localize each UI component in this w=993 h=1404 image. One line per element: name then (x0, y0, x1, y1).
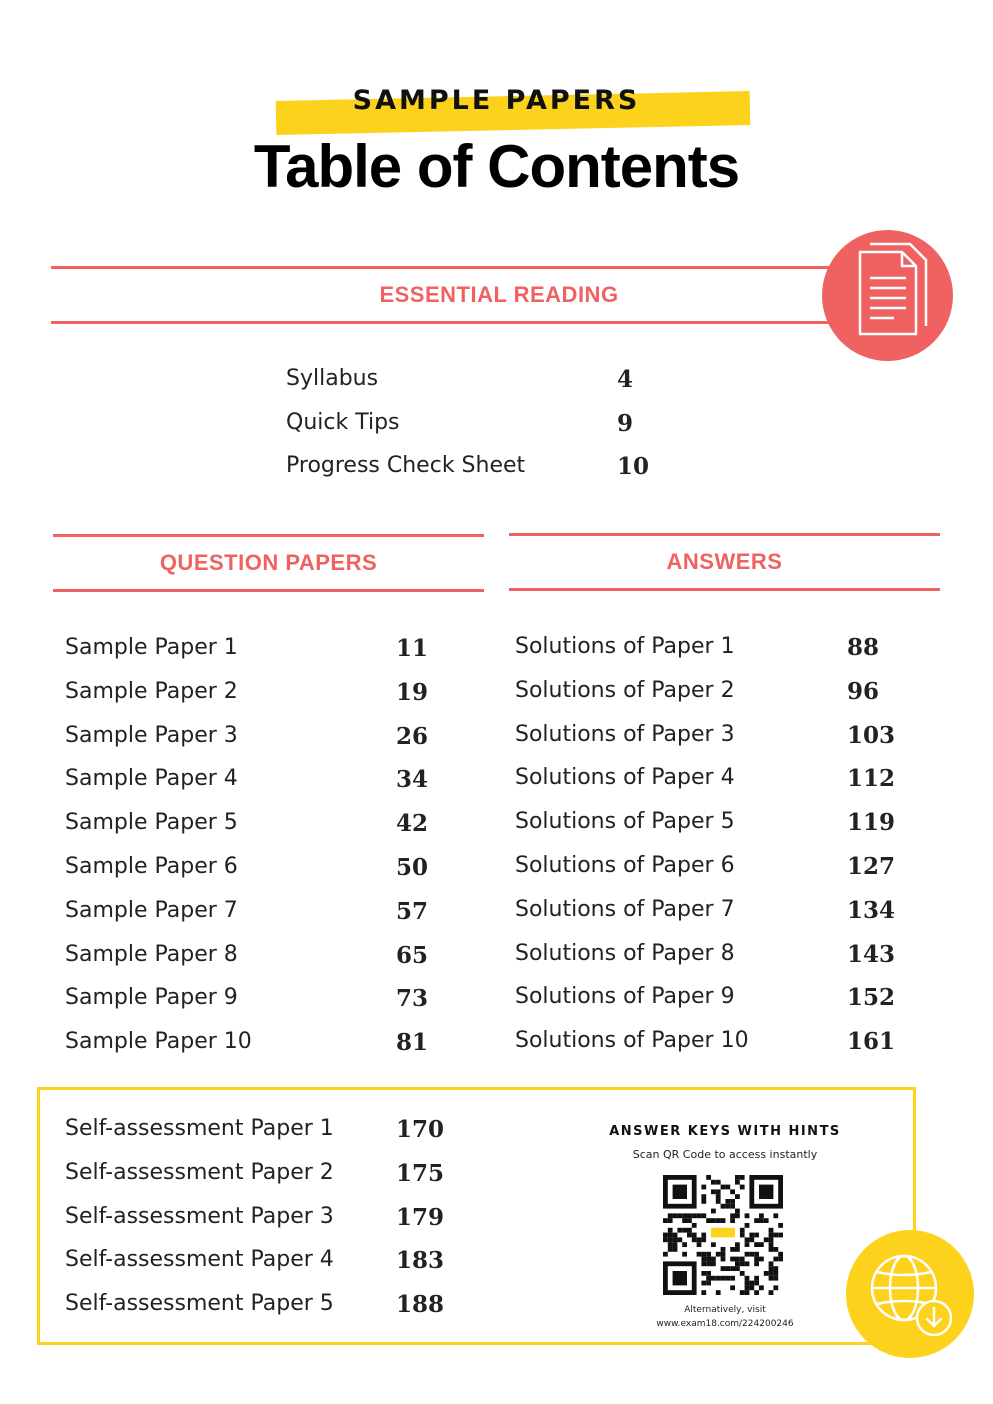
qr-module (701, 1213, 706, 1218)
question-paper-item-label: Sample Paper 1 (65, 635, 238, 660)
qr-module (682, 1218, 687, 1223)
qr-module (711, 1209, 716, 1214)
qr-module (701, 1185, 706, 1190)
essential-item-row[interactable] (286, 366, 677, 400)
answer-item-label: Solutions of Paper 3 (515, 721, 735, 747)
qr-module (721, 1247, 726, 1252)
qr-module (716, 1199, 721, 1204)
qr-module (730, 1247, 735, 1252)
answer-item-label: Solutions of Paper 1 (515, 634, 735, 659)
question-paper-item-label: Sample Paper 2 (65, 678, 238, 704)
qr-logo (711, 1228, 735, 1238)
qr-module (749, 1233, 754, 1238)
answers-bottom-rule (509, 588, 940, 591)
qr-module (697, 1242, 702, 1247)
qr-module (773, 1285, 778, 1290)
qr-module (730, 1189, 735, 1194)
question-paper-item-row[interactable] (65, 1029, 456, 1063)
qr-module (764, 1237, 769, 1242)
answer-item-label: Solutions of Paper 2 (515, 677, 735, 703)
answer-item-label: Solutions of Paper 7 (515, 896, 735, 922)
self-assessment-item-page-number: 183 (396, 1247, 445, 1275)
question-paper-item-row[interactable] (65, 985, 456, 1019)
qr-module (682, 1213, 687, 1218)
question-paper-item-row[interactable] (65, 942, 456, 976)
qr-module (740, 1185, 745, 1190)
answer-item-label: Solutions of Paper 10 (515, 1028, 749, 1054)
question-paper-item-row[interactable] (65, 766, 456, 800)
qr-module (754, 1242, 759, 1247)
qr-module (754, 1290, 759, 1295)
qr-module (745, 1242, 750, 1247)
qr-module (701, 1271, 706, 1276)
qr-module (716, 1194, 721, 1199)
qr-module (701, 1261, 706, 1266)
qr-module (745, 1223, 750, 1228)
essential-item-label: Progress Check Sheet (286, 453, 526, 478)
qr-module (716, 1189, 721, 1194)
essential-item-page-number: 10 (617, 453, 650, 480)
qr-module (769, 1290, 774, 1295)
self-assessment-item-label: Self-assessment Paper 3 (65, 1203, 334, 1229)
qr-module (745, 1252, 750, 1257)
page-title: Table of Contents (253, 133, 740, 200)
qr-module (701, 1233, 706, 1238)
qr-module (749, 1252, 754, 1257)
qr-module (721, 1266, 726, 1271)
question-paper-item-row[interactable] (65, 679, 456, 713)
qr-module (673, 1233, 678, 1238)
qr-module (769, 1228, 774, 1233)
qr-module (706, 1281, 711, 1286)
question-paper-item-label: Sample Paper 8 (65, 941, 238, 967)
qr-module (769, 1233, 774, 1238)
qr-module (711, 1242, 716, 1247)
essential-reading-heading: ESSENTIAL READING (379, 282, 619, 307)
qr-module (668, 1213, 673, 1218)
qr-module (754, 1276, 759, 1281)
qr-module (663, 1218, 668, 1223)
qr-module (682, 1228, 687, 1233)
qr-module (721, 1276, 726, 1281)
qr-module (759, 1242, 764, 1247)
qr-module (673, 1213, 678, 1218)
qr-module (745, 1290, 750, 1295)
qr-module (697, 1237, 702, 1242)
qr-code[interactable] (663, 1175, 783, 1295)
qr-title: ANSWER KEYS WITH HINTS (609, 1124, 841, 1139)
qr-module (778, 1257, 783, 1262)
qr-module (668, 1242, 673, 1247)
qr-module (769, 1276, 774, 1281)
document-icon (822, 230, 953, 361)
qr-module (668, 1218, 673, 1223)
qr-module (740, 1233, 745, 1238)
self-assessment-item-row[interactable] (65, 1204, 456, 1238)
answer-item-label: Solutions of Paper 8 (515, 940, 735, 966)
qr-module (745, 1285, 750, 1290)
question-papers-heading: QUESTION PAPERS (159, 550, 378, 575)
answer-item-page-number: 134 (847, 896, 896, 924)
qr-module (706, 1252, 711, 1257)
self-assessment-item-page-number: 170 (396, 1116, 445, 1143)
self-assessment-item-page-number: 188 (396, 1291, 445, 1319)
qr-module (740, 1290, 745, 1295)
qr-module (735, 1242, 740, 1247)
qr-module (735, 1180, 740, 1185)
qr-module (677, 1228, 682, 1233)
qr-module (725, 1276, 730, 1281)
answer-item-label: Solutions of Paper 4 (515, 765, 735, 791)
qr-module (769, 1271, 774, 1276)
qr-module (769, 1261, 774, 1266)
qr-module (701, 1281, 706, 1286)
qr-module (735, 1175, 740, 1180)
answer-item-row[interactable] (515, 984, 907, 1018)
answer-item-row[interactable] (515, 809, 907, 843)
qr-module (773, 1271, 778, 1276)
qr-module (711, 1180, 716, 1185)
qr-module (725, 1199, 730, 1204)
qr-module (735, 1257, 740, 1262)
qr-module (745, 1281, 750, 1286)
question-paper-item-page-number: 34 (396, 766, 429, 794)
answer-item-label: Solutions of Paper 9 (515, 984, 735, 1010)
qr-module (701, 1257, 706, 1262)
qr-module (725, 1185, 730, 1190)
question-paper-item-page-number: 19 (396, 678, 429, 706)
qr-module (749, 1281, 754, 1286)
qr-module (673, 1185, 687, 1199)
answer-item-page-number: 112 (847, 765, 896, 793)
answer-item-page-number: 103 (847, 721, 896, 749)
qr-module (773, 1257, 778, 1262)
qr-module (773, 1266, 778, 1271)
qr-subtitle: Scan QR Code to access instantly (632, 1148, 818, 1161)
qr-module (677, 1213, 682, 1218)
question-paper-item-label: Sample Paper 6 (65, 854, 238, 879)
qr-module (745, 1276, 750, 1281)
answers-heading: ANSWERS (666, 549, 783, 574)
qr-module (701, 1290, 706, 1295)
qr-module (701, 1199, 706, 1204)
self-assessment-item-page-number: 179 (396, 1203, 445, 1231)
question-paper-item-page-number: 73 (396, 985, 429, 1013)
page-kicker: SAMPLE PAPERS (352, 85, 641, 116)
qr-module (745, 1261, 750, 1266)
self-assessment-item-label: Self-assessment Paper 5 (65, 1291, 334, 1317)
qr-module (716, 1290, 721, 1295)
question-paper-item-page-number: 50 (396, 854, 429, 881)
qr-module (673, 1242, 678, 1247)
question-top-rule (53, 534, 484, 537)
qr-module (735, 1194, 740, 1199)
self-assessment-item-label: Self-assessment Paper 1 (65, 1116, 334, 1141)
question-paper-item-page-number: 26 (396, 722, 429, 750)
qr-module (759, 1257, 764, 1262)
qr-module (735, 1209, 740, 1214)
qr-module (730, 1276, 735, 1281)
answer-item-row[interactable] (515, 941, 907, 975)
answer-item-label: Solutions of Paper 6 (515, 853, 735, 878)
qr-module (687, 1228, 692, 1233)
qr-module (759, 1185, 773, 1199)
qr-module (692, 1237, 697, 1242)
answer-item-row[interactable] (515, 853, 907, 887)
self-assessment-item-label: Self-assessment Paper 4 (65, 1247, 334, 1273)
essential-item-page-number: 9 (617, 409, 634, 437)
question-paper-item-row[interactable] (65, 854, 456, 888)
qr-module (730, 1218, 735, 1223)
qr-alt-line1: Alternatively, visit (684, 1305, 766, 1315)
qr-module (730, 1199, 735, 1204)
qr-module (745, 1213, 750, 1218)
qr-module (687, 1218, 692, 1223)
essential-item-page-number: 4 (617, 366, 634, 393)
qr-module (749, 1237, 754, 1242)
question-paper-item-label: Sample Paper 5 (65, 810, 238, 836)
answer-item-page-number: 127 (847, 853, 896, 880)
question-paper-item-label: Sample Paper 10 (65, 1029, 252, 1055)
qr-module (749, 1285, 754, 1290)
qr-module (692, 1233, 697, 1238)
qr-module (687, 1213, 692, 1218)
answer-item-row[interactable] (515, 1028, 907, 1062)
answer-item-page-number: 119 (847, 809, 896, 837)
qr-module (663, 1237, 668, 1242)
qr-module (663, 1233, 668, 1238)
qr-module (668, 1247, 673, 1252)
question-paper-item-row[interactable] (65, 810, 456, 844)
question-paper-item-row[interactable] (65, 898, 456, 932)
qr-module (769, 1242, 774, 1247)
qr-module (682, 1242, 687, 1247)
qr-module (740, 1261, 745, 1266)
qr-module (663, 1252, 668, 1257)
question-paper-item-page-number: 11 (396, 635, 429, 662)
question-paper-item-row[interactable] (65, 723, 456, 757)
qr-module (692, 1223, 697, 1228)
qr-alt-url[interactable]: www.exam18.com/224200246 (656, 1319, 794, 1329)
qr-module (759, 1213, 764, 1218)
qr-module (754, 1257, 759, 1262)
qr-module (764, 1271, 769, 1276)
qr-module (764, 1218, 769, 1223)
qr-module (673, 1247, 678, 1252)
qr-module (759, 1285, 764, 1290)
self-assessment-item-row[interactable] (65, 1247, 456, 1281)
qr-module (701, 1194, 706, 1199)
qr-module (668, 1228, 673, 1233)
answer-item-row[interactable] (515, 678, 907, 712)
qr-module (740, 1271, 745, 1276)
qr-module (721, 1257, 726, 1262)
answer-item-row[interactable] (515, 897, 907, 931)
qr-module (769, 1247, 774, 1252)
qr-module (745, 1237, 750, 1242)
answer-item-page-number: 152 (847, 984, 896, 1012)
essential-item-row[interactable] (286, 410, 677, 444)
qr-module (778, 1252, 783, 1257)
qr-module (692, 1213, 697, 1218)
qr-module (730, 1285, 735, 1290)
qr-module (721, 1204, 726, 1209)
qr-module (735, 1213, 740, 1218)
qr-module (725, 1266, 730, 1271)
qr-module (730, 1213, 735, 1218)
self-assessment-item-row[interactable] (65, 1160, 456, 1194)
qr-alternative-text (580, 1303, 870, 1331)
qr-module (740, 1175, 745, 1180)
qr-module (754, 1218, 759, 1223)
qr-module (735, 1266, 740, 1271)
question-paper-item-page-number: 65 (396, 941, 429, 969)
qr-module (668, 1233, 673, 1238)
qr-module (711, 1218, 716, 1223)
self-assessment-item-label: Self-assessment Paper 2 (65, 1159, 334, 1185)
qr-module (769, 1266, 774, 1271)
qr-module (773, 1213, 778, 1218)
self-assessment-item-row[interactable] (65, 1116, 456, 1150)
globe-download-icon (846, 1230, 974, 1358)
qr-module (730, 1257, 735, 1262)
question-paper-item-page-number: 81 (396, 1029, 429, 1057)
answer-item-page-number: 161 (847, 1028, 896, 1056)
qr-module (773, 1276, 778, 1281)
qr-module (677, 1237, 682, 1242)
qr-module (706, 1261, 711, 1266)
qr-module (773, 1247, 778, 1252)
essential-item-label: Quick Tips (286, 409, 400, 435)
essential-item-row[interactable] (286, 453, 677, 487)
question-paper-item-label: Sample Paper 9 (65, 985, 238, 1011)
qr-module (721, 1185, 726, 1190)
question-paper-item-page-number: 57 (396, 897, 429, 925)
qr-module (673, 1271, 687, 1285)
qr-module (716, 1180, 721, 1185)
essential-item-label: Syllabus (286, 366, 379, 391)
answer-item-page-number: 88 (847, 634, 880, 661)
self-assessment-item-row[interactable] (65, 1291, 456, 1325)
qr-module (711, 1276, 716, 1281)
answer-item-row[interactable] (515, 765, 907, 799)
qr-module (754, 1233, 759, 1238)
qr-module (697, 1252, 702, 1257)
qr-module (725, 1204, 730, 1209)
qr-module (682, 1252, 687, 1257)
qr-module (687, 1233, 692, 1238)
answer-item-label: Solutions of Paper 5 (515, 809, 735, 835)
qr-module (730, 1266, 735, 1271)
question-paper-item-label: Sample Paper 4 (65, 766, 238, 792)
qr-module (716, 1252, 721, 1257)
qr-module (754, 1281, 759, 1286)
question-paper-item-row[interactable] (65, 635, 456, 669)
qr-module (706, 1218, 711, 1223)
qr-module (701, 1252, 706, 1257)
qr-module (706, 1271, 711, 1276)
qr-module (711, 1261, 716, 1266)
self-assessment-item-page-number: 175 (396, 1159, 445, 1187)
qr-module (778, 1233, 783, 1238)
answers-top-rule (509, 533, 940, 536)
qr-module (716, 1218, 721, 1223)
question-paper-item-page-number: 42 (396, 810, 429, 838)
answer-item-page-number: 96 (847, 677, 880, 705)
qr-module (754, 1252, 759, 1257)
qr-module (673, 1237, 678, 1242)
essential-top-rule (51, 266, 841, 269)
qr-module (778, 1223, 783, 1228)
qr-module (754, 1261, 759, 1266)
qr-module (668, 1237, 673, 1242)
qr-module (759, 1218, 764, 1223)
qr-module (730, 1204, 735, 1209)
qr-module (697, 1213, 702, 1218)
qr-module (711, 1189, 716, 1194)
qr-module (701, 1237, 706, 1242)
answer-item-row[interactable] (515, 634, 907, 668)
qr-module (721, 1252, 726, 1257)
qr-module (740, 1257, 745, 1262)
qr-module (735, 1247, 740, 1252)
essential-bottom-rule (51, 321, 841, 324)
answer-item-row[interactable] (515, 722, 907, 756)
qr-module (769, 1237, 774, 1242)
qr-module (711, 1257, 716, 1262)
qr-module (721, 1218, 726, 1223)
qr-module (735, 1261, 740, 1266)
answer-item-page-number: 143 (847, 940, 896, 968)
question-paper-item-label: Sample Paper 3 (65, 722, 238, 748)
question-bottom-rule (53, 589, 484, 592)
question-paper-item-label: Sample Paper 7 (65, 897, 238, 923)
qr-module (716, 1276, 721, 1281)
qr-module (706, 1175, 711, 1180)
qr-module (773, 1233, 778, 1238)
qr-module (740, 1228, 745, 1233)
qr-module (706, 1276, 711, 1281)
qr-module (706, 1257, 711, 1262)
